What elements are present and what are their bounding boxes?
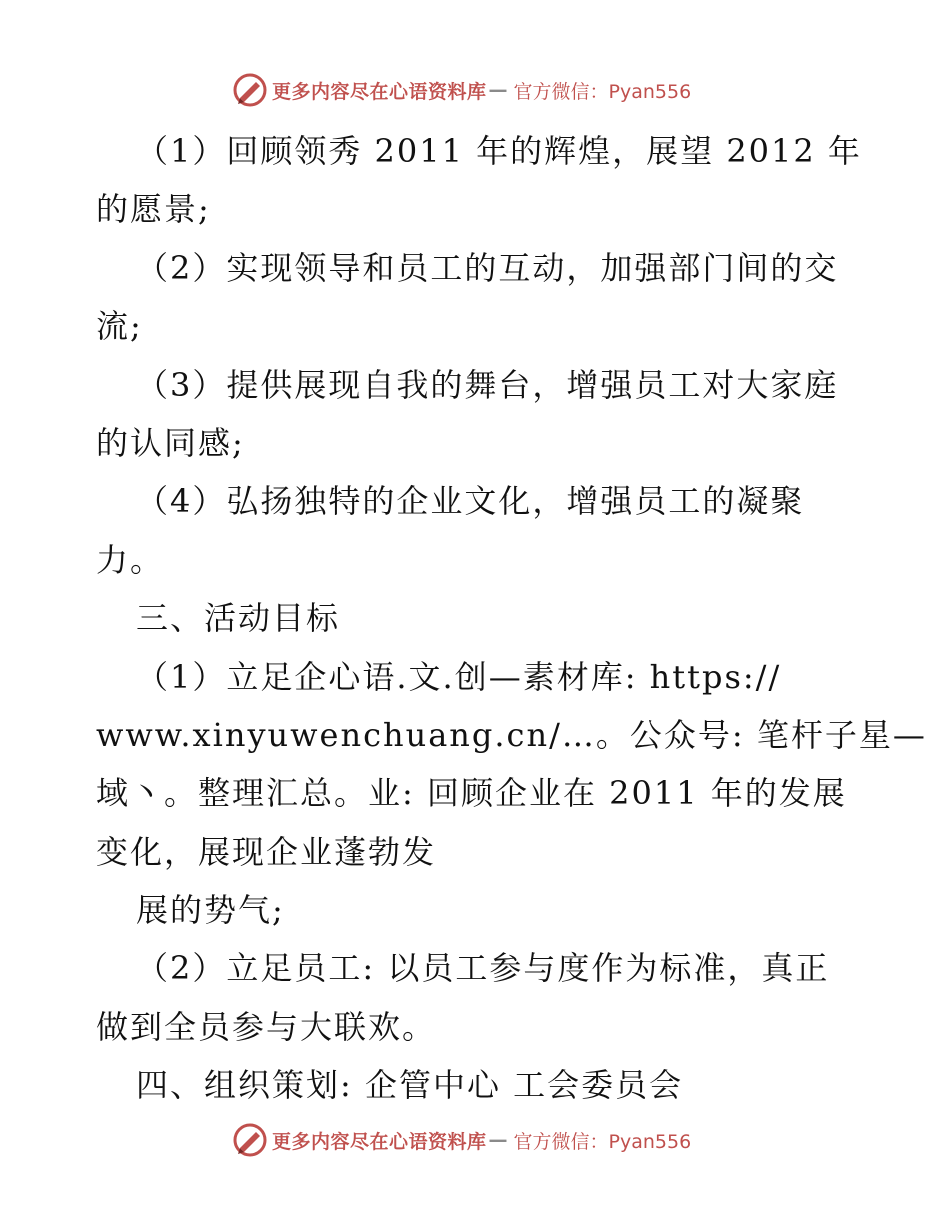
text-line: （2）实现领导和员工的互动，加强部门间的交 — [136, 248, 839, 287]
text-line: （3）提供展现自我的舞台，增强员工对大家庭 — [136, 365, 839, 404]
section-heading: 三、活动目标 — [136, 599, 341, 638]
banner-text: 更多内容尽在心语资料库 — [272, 80, 487, 103]
banner-text: 更多内容尽在心语资料库 — [272, 1130, 487, 1153]
text-line: （1）立足企心语.文.创—素材库: https:// — [136, 657, 782, 696]
pen-logo-icon — [232, 72, 268, 108]
text-line: （4）弘扬独特的企业文化，增强员工的凝聚 — [136, 482, 805, 521]
text-line: www.xinyuwenchuang.cn/…。公众号: 笔杆子星— — [96, 715, 927, 754]
banner-separator: — — [488, 79, 508, 101]
text-line: 流; — [96, 307, 143, 346]
section-heading: 四、组织策划: 企管中心 工会委员会 — [136, 1066, 684, 1105]
banner-wechat: 官方微信：Pyan556 — [513, 1130, 692, 1153]
text-line: （1）回顾领秀 2011 年的辉煌，展望 2012 年 — [136, 132, 862, 170]
text-line: 力。 — [96, 540, 165, 579]
header-banner — [232, 70, 691, 110]
text-line: 的愿景; — [96, 190, 211, 229]
document-body — [96, 122, 927, 1115]
text-line: 展的势气; — [136, 891, 285, 930]
pen-logo-icon — [232, 1122, 268, 1158]
text-line: （2）立足员工: 以员工参与度作为标准，真正 — [136, 949, 830, 988]
footer-banner — [232, 1120, 691, 1160]
text-line: 域丶。整理汇总。业: 回顾企业在 2011 年的发展 — [96, 774, 847, 813]
text-line: 变化，展现企业蓬勃发 — [96, 832, 437, 871]
banner-separator: — — [488, 1129, 508, 1151]
banner-wechat: 官方微信：Pyan556 — [513, 80, 692, 103]
text-line: 做到全员参与大联欢。 — [96, 1007, 437, 1046]
text-line: 的认同感; — [96, 423, 245, 462]
